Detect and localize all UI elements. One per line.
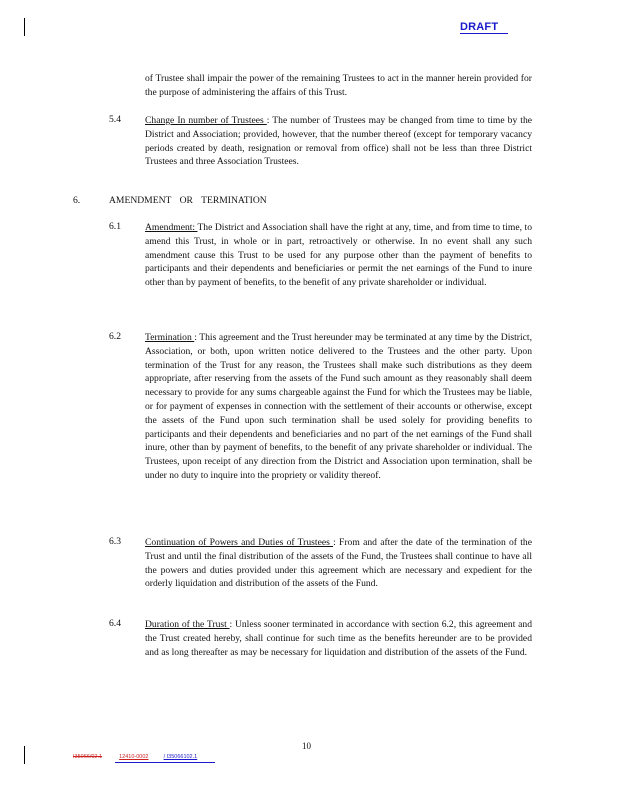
section-6-2-heading: Termination <box>145 332 195 343</box>
draft-label: DRAFT <box>460 21 499 33</box>
section-number-6-3: 6.3 <box>109 536 121 547</box>
revision-bar-bottom <box>24 746 25 764</box>
section-5-4-heading: Change In number of Trustees <box>145 115 267 126</box>
continuation-text: of Trustee shall impair the power of the remaining Trustees to act in the manner herein provided for the purpose of administering the affairs of this Trust. <box>145 73 532 98</box>
footer-doc-ref: / I35066102.1 <box>163 754 198 760</box>
footer-doc-reference <box>73 754 197 760</box>
section-6-4-text: : Unless sooner terminated in accordance with section 6.2, this agreement and the Trust created hereby, shall continue for such time as the benefits hereunder are to be provided and as long thereafter as may be necessary for liquidation and distribution of the assets of the Fund. <box>145 619 532 658</box>
revision-bar-top <box>24 18 25 36</box>
section-6-4-paragraph <box>145 618 532 659</box>
footer-deleted-ref: I35066/02.1 <box>73 754 103 760</box>
section-6-2-paragraph <box>145 331 532 483</box>
section-5-4-paragraph <box>145 114 532 169</box>
section-6-1-heading: Amendment: <box>145 222 198 233</box>
section-6-3-paragraph <box>145 536 532 591</box>
section-number-6: 6. <box>73 195 81 206</box>
continuation-paragraph <box>145 72 532 100</box>
section-number-5-4: 5.4 <box>109 114 121 125</box>
section-6-3-text: : From and after the date of the termination of the Trust and until the final distribution of the assets of the Fund, the Trustees shall continue to have all the powers and duties provided under this agreement which are necessary and expedient for the orderly liquidation and distribution of the assets of the Fund. <box>145 537 532 590</box>
section-6-1-text: The District and Association shall have the right at any, time, and from time to time, to amend this Trust, in whole or in part, retroactively or otherwise. In no event shall any such amendment cause this Trust to be used for any purpose other than the payment of benefits to participants and their dependents and beneficiaries or permit the net earnings of the Fund to inure other than by payment of benefits, to the benefit of any private shareholder or individual. <box>145 222 532 289</box>
section-number-6-2: 6.2 <box>109 331 121 342</box>
section-number-6-1: 6.1 <box>109 221 121 232</box>
section-6-1-paragraph <box>145 221 532 290</box>
section-5-4-text: : The number of Trustees may be changed from time to time by the District and Association; provided, however, that the number thereof (except for temporary vacancy periods created by death, resignation or removal from office) shall not be less than three District Trustees and three Association Trustees. <box>145 115 533 168</box>
page-number: 10 <box>302 741 311 751</box>
footer-underline <box>115 762 215 763</box>
draft-underline <box>460 33 508 34</box>
section-6-2-text: : This agreement and the Trust hereunder may be terminated at any time by the District, Association, or both, upon written notice delivered to the Trustees and the other party. Upon termination of the Trust for any reason, the Trustees shall make such distributions as they deem appropriate, after reserving from the assets of the Fund such amount as they reasonably shall deem necessary to provide for any sums chargeable against the Fund for which the Trustees may be liable, or for payment of expenses in connection with the settlement of their accounts or otherwise, except the assets of the Fund upon such termination shall be used solely for providing benefits to participants and their dependents and beneficiaries and no part of the net earnings of the Fund shall inure, other than by payment of benefits, to the benefit of any private shareholder or individual. The Trustees, upon receipt of any direction from the District and Association upon termination, shall be under no duty to inquire into the propriety or validity thereof. <box>145 332 532 481</box>
section-6-3-heading: Continuation of Powers and Duties of Trustees <box>145 537 334 548</box>
section-number-6-4: 6.4 <box>109 618 121 629</box>
section-6-4-heading: Duration of the Trust <box>145 619 230 630</box>
footer-inserted-ref: 12410-0002 <box>119 754 149 760</box>
section-6-heading: AMENDMENT OR TERMINATION <box>109 195 267 206</box>
